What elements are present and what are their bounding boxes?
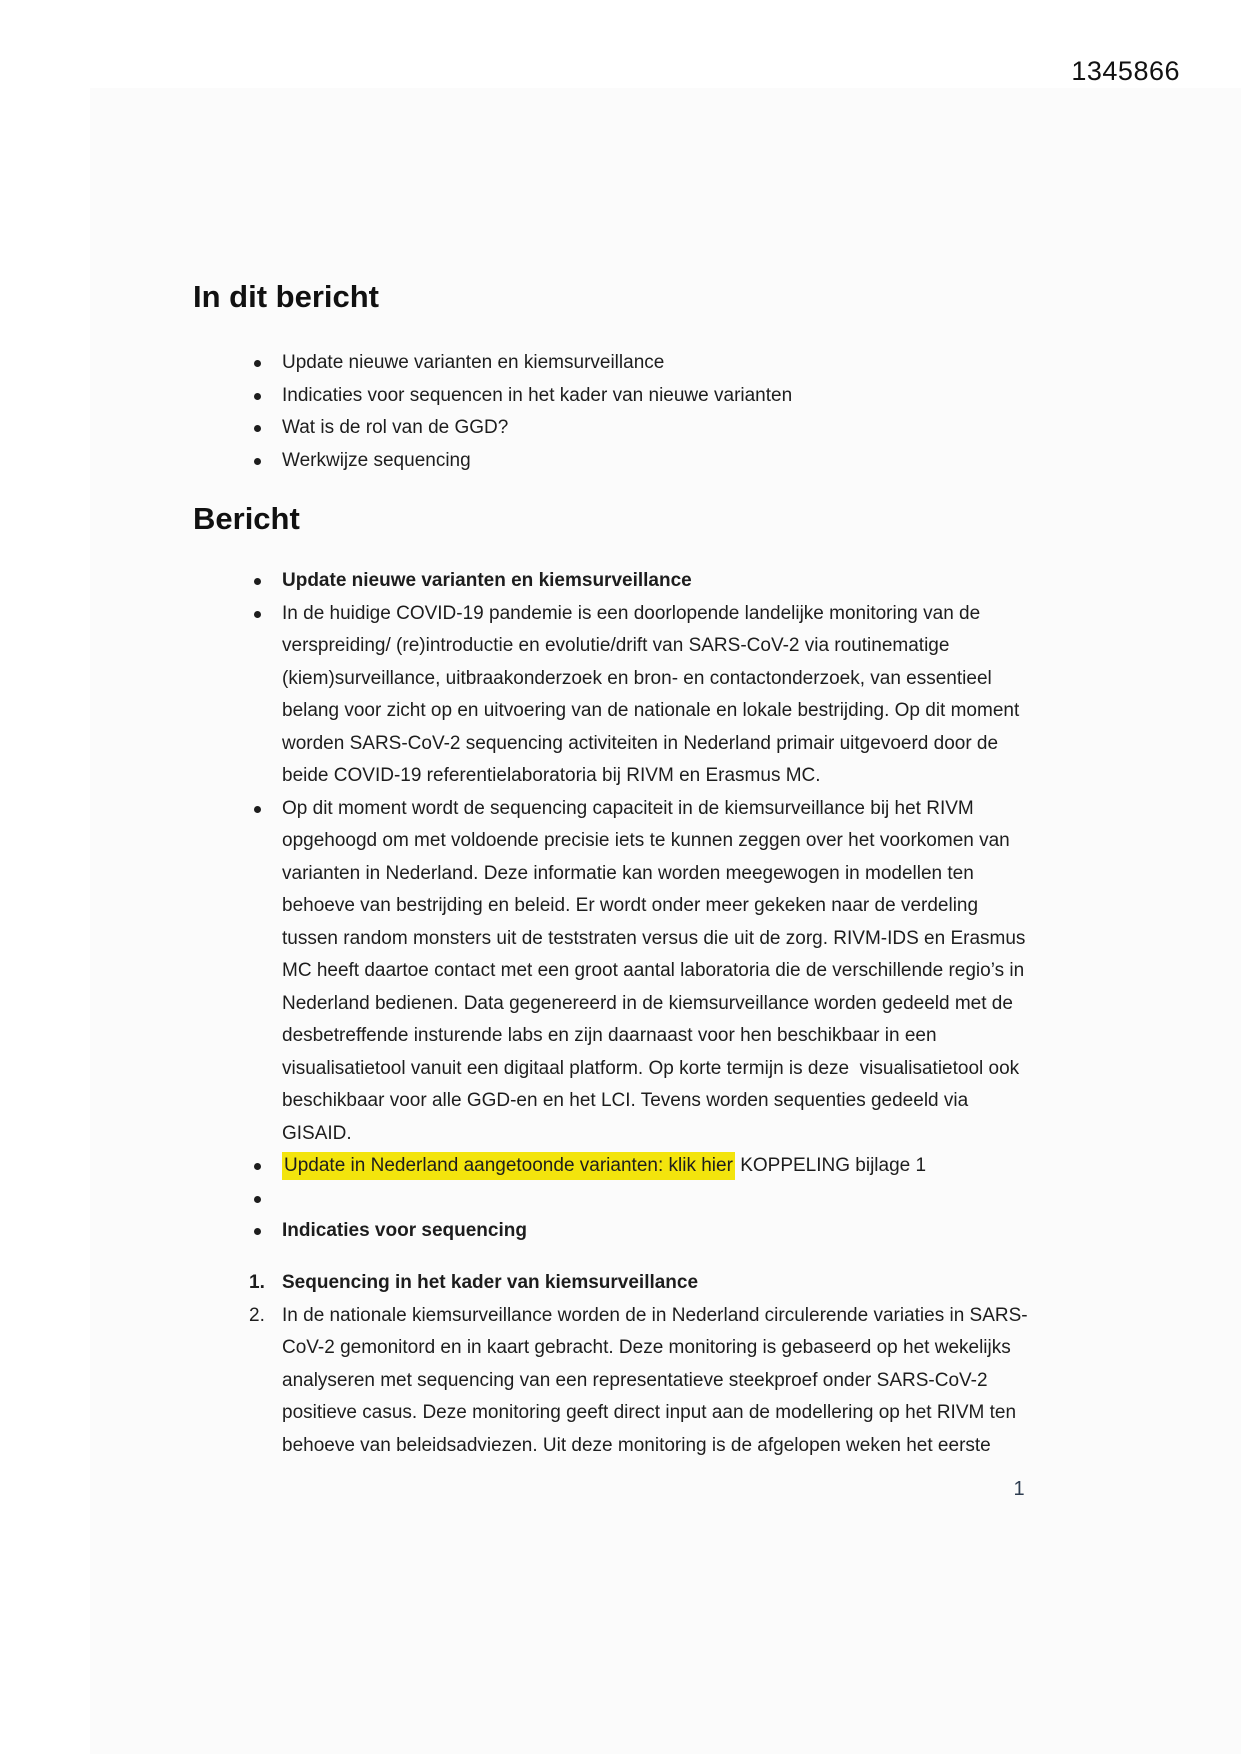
bullet-icon (254, 393, 261, 400)
bullet-icon (254, 611, 261, 618)
text-line: varianten in Nederland. Deze informatie kan worden meegewogen in modellen ten (282, 862, 974, 884)
bullet-icon (254, 458, 261, 465)
list-item (282, 565, 1025, 598)
text-line: GISAID. (282, 1122, 352, 1144)
text-line: worden SARS-CoV-2 sequencing activiteiten in Nederland primair uitgevoerd door de (282, 732, 999, 754)
text-line: Sequencing in het kader van kiemsurveillance (282, 1272, 699, 1293)
text-line (282, 1150, 1025, 1183)
list-item (282, 347, 792, 380)
text-line: behoeve van beleidsadviezen. Uit deze monitoring is de afgelopen weken het eerste (282, 1434, 991, 1456)
list-item (249, 1267, 1028, 1300)
text-line: Wat is de rol van de GGD? (282, 417, 509, 438)
text-line: Op dit moment wordt de sequencing capaciteit in de kiemsurveillance bij het RIVM (282, 797, 974, 819)
text-line: Werkwijze sequencing (282, 449, 471, 471)
text-line: Update nieuwe varianten en kiemsurveillance (282, 570, 692, 591)
text-line: MC heeft daartoe contact met een groot aantal laboratoria die de verschillende regio’s in (282, 960, 1025, 981)
text-line: visualisatietool vanuit een digitaal platform. Op korte termijn is deze visualisatietool ook (282, 1057, 1020, 1079)
text-line: desbetreffende insturende labs en zijn daarnaast voor hen beschikbaar in een (282, 1025, 937, 1046)
bullet-icon (254, 806, 261, 813)
text-line: beschikbaar voor alle GGD-en en het LCI. Tevens worden sequenties gedeeld via (282, 1090, 969, 1111)
text-line: Indicaties voor sequencing (282, 1220, 527, 1241)
text-line: Nederland bedienen. Data gegenereerd in de kiemsurveillance worden gedeeld met de (282, 992, 1013, 1014)
page-number: 1 (1013, 1478, 1025, 1500)
document-id: 1345866 (1071, 56, 1180, 86)
heading-in-dit-bericht: In dit bericht (193, 279, 379, 314)
list-number: 2. (249, 1304, 265, 1326)
text-line: Indicaties voor sequencen in het kader van nieuwe varianten (282, 384, 793, 406)
summary-bullet-list (282, 347, 792, 477)
text-line: beide COVID-19 referentielaboratoria bij RIVM en Erasmus MC. (282, 765, 821, 786)
text-line: CoV-2 gemonitord en in kaart gebracht. Deze monitoring is gebaseerd op het wekelijks (282, 1337, 1011, 1358)
list-item (282, 445, 792, 478)
message-bullet-list (282, 565, 1025, 1248)
text-line: In de nationale kiemsurveillance worden de in Nederland circulerende variaties in SARS- (282, 1304, 1028, 1326)
list-item (282, 1150, 1025, 1183)
heading-bericht: Bericht (193, 501, 300, 536)
list-item (282, 793, 1025, 1151)
bullet-icon (254, 360, 261, 367)
list-item (249, 1300, 1028, 1463)
bullet-icon (254, 1228, 261, 1235)
text-line: analyseren met sequencing van een representatieve steekproef onder SARS-CoV-2 (282, 1369, 988, 1391)
highlighted-text: Update in Nederland aangetoonde varianten: klik hier (282, 1152, 735, 1180)
bullet-icon (254, 1163, 261, 1170)
text-line: belang voor zicht op en uitvoering van de nationale en lokale bestrijding. Op dit moment (282, 700, 1020, 721)
text-line: behoeve van bestrijding en beleid. Er wordt onder meer gekeken naar de verdeling (282, 895, 979, 916)
text-line: (kiem)surveillance, uitbraakonderzoek en bron- en contactonderzoek, van essentieel (282, 667, 992, 689)
text-line: positieve casus. Deze monitoring geeft direct input aan de modellering op het RIVM ten (282, 1402, 1017, 1423)
text-line: In de huidige COVID-19 pandemie is een doorlopende landelijke monitoring van de (282, 602, 981, 624)
list-item (282, 1183, 1025, 1216)
text-line (282, 1183, 1025, 1216)
text-segment: KOPPELING bijlage 1 (734, 1155, 927, 1176)
numbered-list (249, 1267, 1028, 1462)
text-line: opgehoogd om met voldoende precisie iets te kunnen zeggen over het voorkomen van (282, 830, 1010, 851)
bullet-icon (254, 425, 261, 432)
list-number: 1. (249, 1272, 265, 1293)
bullet-icon (254, 1196, 261, 1203)
text-line: verspreiding/ (re)introductie en evolutie/drift van SARS-CoV-2 via routinematige (282, 635, 950, 656)
list-item (282, 598, 1025, 793)
text-line: Update nieuwe varianten en kiemsurveillance (282, 352, 665, 373)
list-item (282, 380, 792, 413)
bullet-icon (254, 578, 261, 585)
list-item (282, 1215, 1025, 1248)
text-line: tussen random monsters uit de teststraten versus die uit de zorg. RIVM-IDS en Erasmus (282, 927, 1026, 949)
list-item (282, 412, 792, 445)
